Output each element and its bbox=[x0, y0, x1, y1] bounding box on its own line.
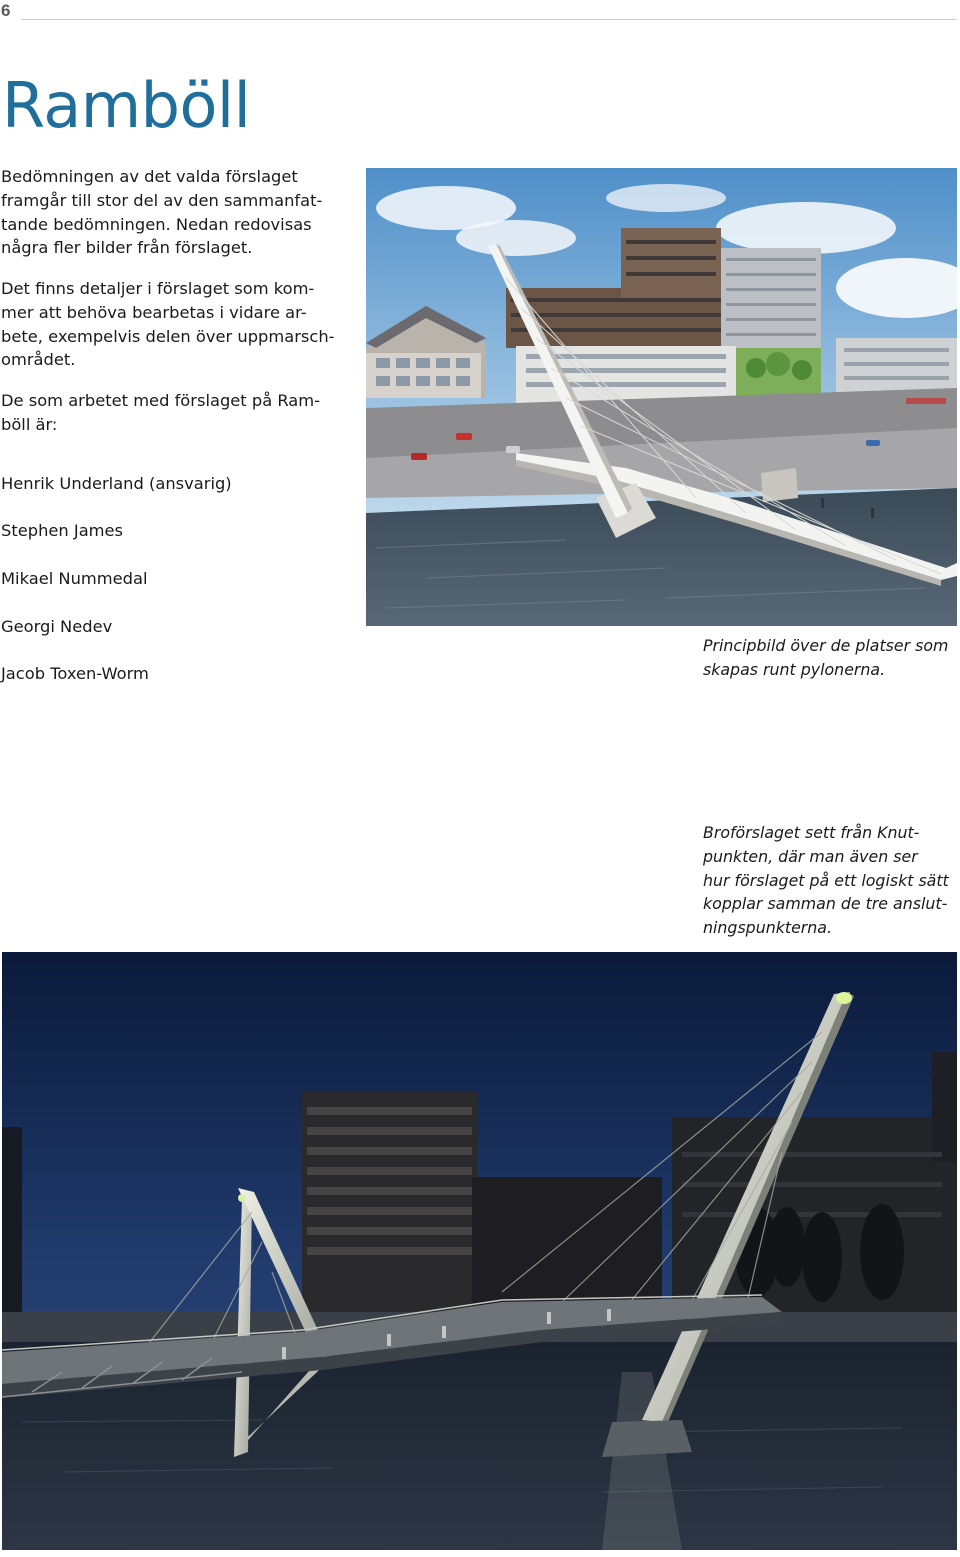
team-intro-paragraph: De som arbetet med förslaget på Ram- böll är: bbox=[1, 391, 321, 434]
team-list bbox=[1, 448, 341, 710]
day-bridge-image bbox=[366, 168, 957, 626]
team-member: Henrik Underland (ansvarig) bbox=[1, 473, 232, 493]
team-member: Mikael Nummedal bbox=[1, 568, 148, 588]
day-bridge-illustration bbox=[366, 168, 957, 626]
header-rule bbox=[22, 19, 956, 20]
night-bridge-image bbox=[2, 952, 957, 1550]
details-paragraph: Det finns detaljer i förslaget som kom- mer att behöva bearbetas i vidare ar- bete, exempelvis delen över uppmarsch- området. bbox=[1, 279, 335, 370]
night-image-caption: Broförslaget sett från Knut- punkten, där man även ser hur förslaget på ett logiskt sätt kopplar samman de tre anslut- ningspunkterna. bbox=[703, 823, 949, 938]
team-member: Georgi Nedev bbox=[1, 616, 113, 636]
night-bridge-illustration bbox=[2, 952, 957, 1550]
page-title: Ramböll bbox=[2, 69, 251, 142]
team-member: Stephen James bbox=[1, 521, 124, 541]
day-image-caption: Principbild över de platser som skapas runt pylonerna. bbox=[703, 636, 949, 679]
page-number: 6 bbox=[1, 1, 11, 20]
team-member: Jacob Toxen-Worm bbox=[1, 664, 149, 684]
intro-paragraph: Bedömningen av det valda förslaget framgår till stor del av den sammanfat- tande bedömningen. Nedan redovisas några fler bilder från förslaget. bbox=[1, 167, 323, 258]
